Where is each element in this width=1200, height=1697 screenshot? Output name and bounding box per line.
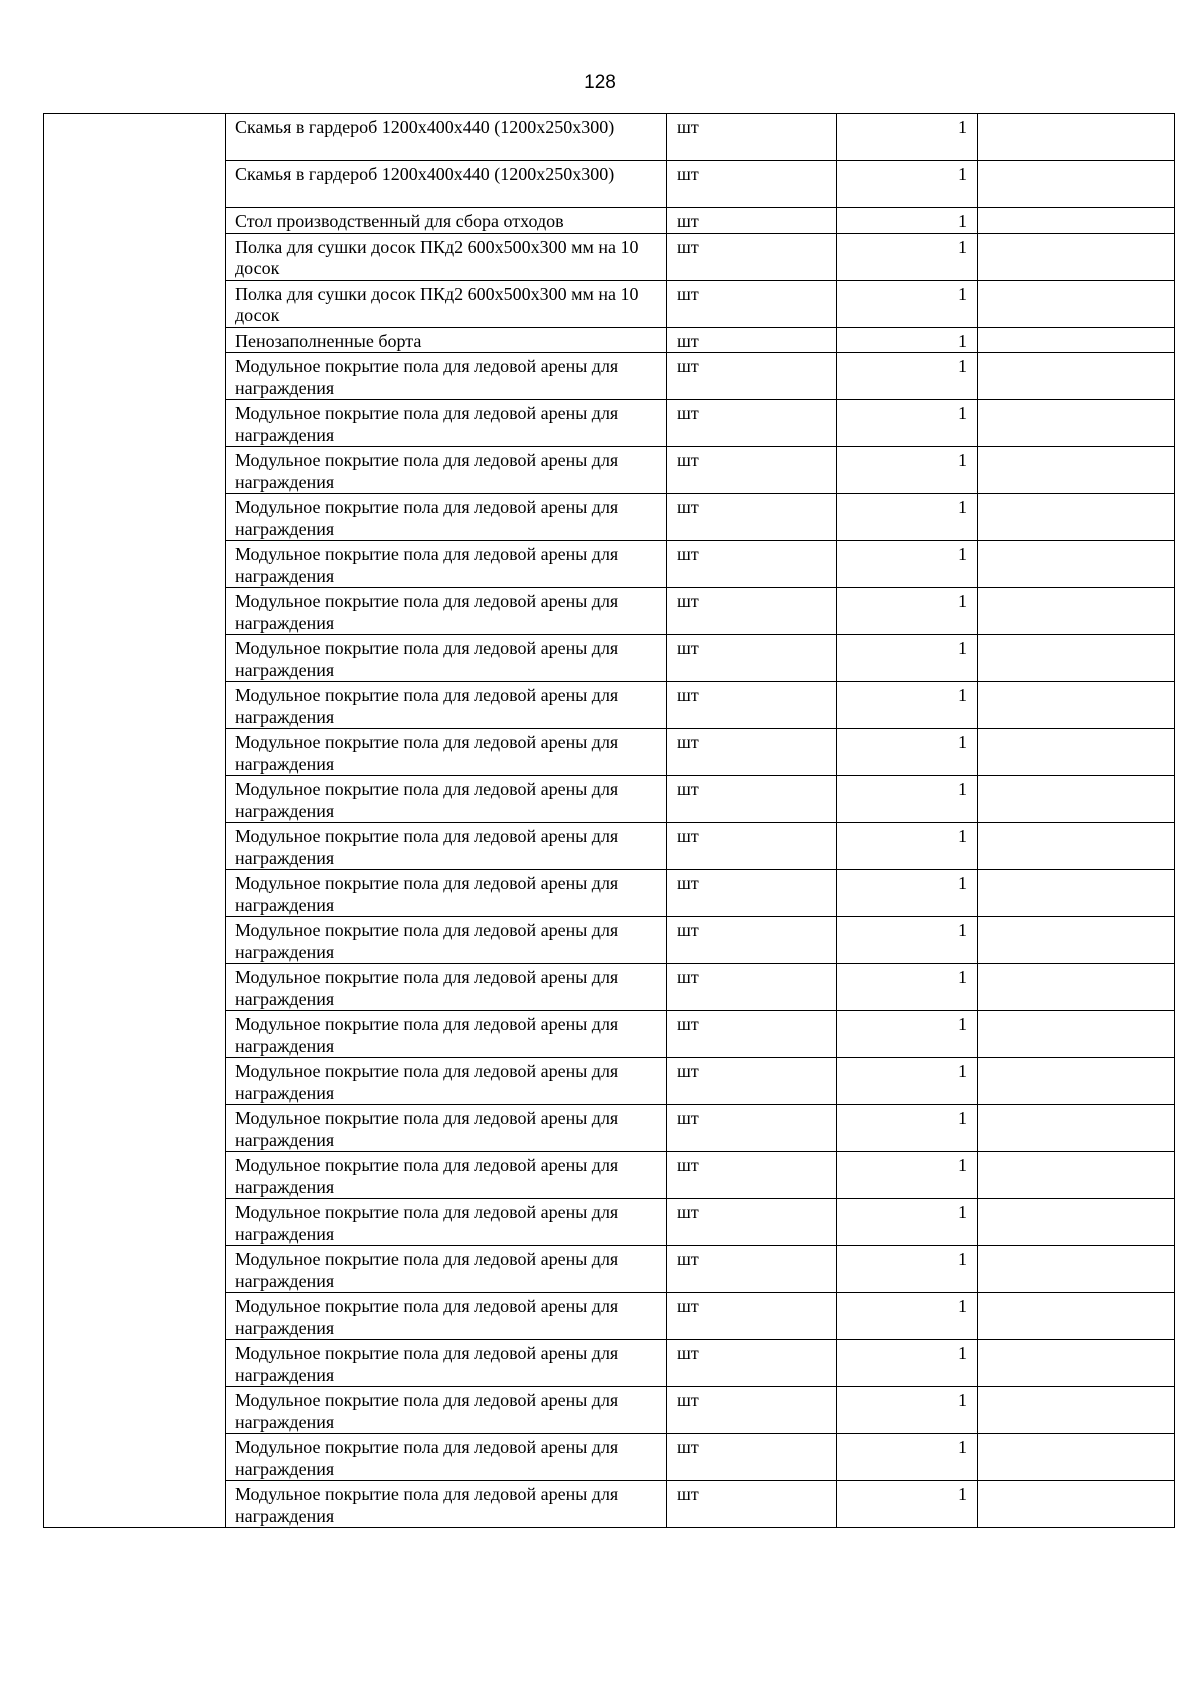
item-qty-cell: 1	[837, 161, 978, 208]
item-extra-cell	[978, 1434, 1175, 1481]
item-unit-cell: шт	[667, 635, 837, 682]
item-qty-cell: 1	[837, 1058, 978, 1105]
item-qty-cell: 1	[837, 1246, 978, 1293]
item-qty-cell: 1	[837, 682, 978, 729]
item-qty-cell: 1	[837, 280, 978, 327]
item-unit-cell: шт	[667, 1434, 837, 1481]
item-name-cell: Модульное покрытие пола для ледовой арены для награждения	[226, 1105, 667, 1152]
item-name-cell: Скамья в гардероб 1200х400х440 (1200х250х300)	[226, 114, 667, 161]
item-name-cell: Полка для сушки досок ПКд2 600х500х300 мм на 10 досок	[226, 233, 667, 280]
item-qty-cell: 1	[837, 588, 978, 635]
item-unit-cell: шт	[667, 494, 837, 541]
item-name-cell: Модульное покрытие пола для ледовой арены для награждения	[226, 541, 667, 588]
item-extra-cell	[978, 208, 1175, 234]
item-qty-cell: 1	[837, 233, 978, 280]
item-extra-cell	[978, 1199, 1175, 1246]
item-unit-cell: шт	[667, 823, 837, 870]
item-qty-cell: 1	[837, 823, 978, 870]
item-name-cell: Стол производственный для сбора отходов	[226, 208, 667, 234]
item-unit-cell: шт	[667, 776, 837, 823]
item-name-cell: Модульное покрытие пола для ледовой арены для награждения	[226, 1058, 667, 1105]
item-qty-cell: 1	[837, 114, 978, 161]
item-name-cell: Пенозаполненные борта	[226, 327, 667, 353]
item-qty-cell: 1	[837, 1434, 978, 1481]
item-name-cell: Модульное покрытие пола для ледовой арены для награждения	[226, 1199, 667, 1246]
item-extra-cell	[978, 541, 1175, 588]
item-name-cell: Модульное покрытие пола для ледовой арены для награждения	[226, 353, 667, 400]
item-extra-cell	[978, 917, 1175, 964]
item-unit-cell: шт	[667, 870, 837, 917]
item-extra-cell	[978, 729, 1175, 776]
item-unit-cell: шт	[667, 917, 837, 964]
item-unit-cell: шт	[667, 161, 837, 208]
item-extra-cell	[978, 1105, 1175, 1152]
item-unit-cell: шт	[667, 1152, 837, 1199]
item-qty-cell: 1	[837, 1340, 978, 1387]
item-extra-cell	[978, 1481, 1175, 1528]
item-qty-cell: 1	[837, 1152, 978, 1199]
item-qty-cell: 1	[837, 964, 978, 1011]
item-qty-cell: 1	[837, 729, 978, 776]
item-extra-cell	[978, 682, 1175, 729]
item-qty-cell: 1	[837, 1293, 978, 1340]
item-qty-cell: 1	[837, 208, 978, 234]
item-unit-cell: шт	[667, 682, 837, 729]
item-unit-cell: шт	[667, 353, 837, 400]
item-name-cell: Модульное покрытие пола для ледовой арены для награждения	[226, 447, 667, 494]
item-extra-cell	[978, 588, 1175, 635]
item-unit-cell: шт	[667, 1387, 837, 1434]
item-name-cell: Модульное покрытие пола для ледовой арены для награждения	[226, 1340, 667, 1387]
item-unit-cell: шт	[667, 1199, 837, 1246]
item-qty-cell: 1	[837, 353, 978, 400]
item-unit-cell: шт	[667, 1105, 837, 1152]
item-extra-cell	[978, 1058, 1175, 1105]
item-extra-cell	[978, 1340, 1175, 1387]
item-extra-cell	[978, 233, 1175, 280]
item-name-cell: Модульное покрытие пола для ледовой арены для награждения	[226, 729, 667, 776]
item-unit-cell: шт	[667, 233, 837, 280]
item-name-cell: Модульное покрытие пола для ледовой арены для награждения	[226, 870, 667, 917]
item-name-cell: Модульное покрытие пола для ледовой арены для награждения	[226, 1293, 667, 1340]
item-name-cell: Модульное покрытие пола для ледовой арены для награждения	[226, 964, 667, 1011]
item-unit-cell: шт	[667, 1293, 837, 1340]
item-extra-cell	[978, 870, 1175, 917]
item-unit-cell: шт	[667, 964, 837, 1011]
item-unit-cell: шт	[667, 588, 837, 635]
item-extra-cell	[978, 280, 1175, 327]
item-name-cell: Модульное покрытие пола для ледовой арены для награждения	[226, 917, 667, 964]
item-extra-cell	[978, 114, 1175, 161]
item-extra-cell	[978, 1246, 1175, 1293]
item-extra-cell	[978, 964, 1175, 1011]
item-qty-cell: 1	[837, 776, 978, 823]
item-name-cell: Модульное покрытие пола для ледовой арены для награждения	[226, 1152, 667, 1199]
item-name-cell: Скамья в гардероб 1200х400х440 (1200х250х300)	[226, 161, 667, 208]
item-qty-cell: 1	[837, 1387, 978, 1434]
item-qty-cell: 1	[837, 635, 978, 682]
item-unit-cell: шт	[667, 327, 837, 353]
item-unit-cell: шт	[667, 1246, 837, 1293]
item-extra-cell	[978, 447, 1175, 494]
item-unit-cell: шт	[667, 280, 837, 327]
item-qty-cell: 1	[837, 1199, 978, 1246]
item-unit-cell: шт	[667, 1058, 837, 1105]
item-unit-cell: шт	[667, 1011, 837, 1058]
items-table-body	[44, 114, 1175, 1528]
item-extra-cell	[978, 1152, 1175, 1199]
item-extra-cell	[978, 494, 1175, 541]
item-unit-cell: шт	[667, 400, 837, 447]
item-extra-cell	[978, 1011, 1175, 1058]
item-qty-cell: 1	[837, 400, 978, 447]
item-unit-cell: шт	[667, 541, 837, 588]
item-qty-cell: 1	[837, 1481, 978, 1528]
item-name-cell: Модульное покрытие пола для ледовой арены для награждения	[226, 1387, 667, 1434]
item-qty-cell: 1	[837, 917, 978, 964]
item-unit-cell: шт	[667, 114, 837, 161]
item-unit-cell: шт	[667, 1481, 837, 1528]
section-cell	[44, 114, 226, 1528]
item-extra-cell	[978, 776, 1175, 823]
item-qty-cell: 1	[837, 541, 978, 588]
item-name-cell: Модульное покрытие пола для ледовой арены для награждения	[226, 400, 667, 447]
item-extra-cell	[978, 823, 1175, 870]
item-name-cell: Модульное покрытие пола для ледовой арены для награждения	[226, 823, 667, 870]
item-name-cell: Полка для сушки досок ПКд2 600х500х300 мм на 10 досок	[226, 280, 667, 327]
item-name-cell: Модульное покрытие пола для ледовой арены для награждения	[226, 588, 667, 635]
item-extra-cell	[978, 327, 1175, 353]
item-qty-cell: 1	[837, 870, 978, 917]
item-name-cell: Модульное покрытие пола для ледовой арены для награждения	[226, 682, 667, 729]
items-table	[43, 113, 1175, 1528]
item-extra-cell	[978, 1387, 1175, 1434]
item-name-cell: Модульное покрытие пола для ледовой арены для награждения	[226, 776, 667, 823]
table-row	[44, 114, 1175, 161]
item-qty-cell: 1	[837, 494, 978, 541]
item-name-cell: Модульное покрытие пола для ледовой арены для награждения	[226, 1434, 667, 1481]
item-extra-cell	[978, 635, 1175, 682]
item-name-cell: Модульное покрытие пола для ледовой арены для награждения	[226, 1481, 667, 1528]
item-name-cell: Модульное покрытие пола для ледовой арены для награждения	[226, 494, 667, 541]
item-qty-cell: 1	[837, 447, 978, 494]
item-extra-cell	[978, 1293, 1175, 1340]
item-extra-cell	[978, 400, 1175, 447]
item-qty-cell: 1	[837, 1105, 978, 1152]
item-extra-cell	[978, 161, 1175, 208]
item-name-cell: Модульное покрытие пола для ледовой арены для награждения	[226, 635, 667, 682]
item-extra-cell	[978, 353, 1175, 400]
item-name-cell: Модульное покрытие пола для ледовой арены для награждения	[226, 1246, 667, 1293]
item-unit-cell: шт	[667, 447, 837, 494]
item-unit-cell: шт	[667, 1340, 837, 1387]
item-unit-cell: шт	[667, 729, 837, 776]
item-unit-cell: шт	[667, 208, 837, 234]
item-qty-cell: 1	[837, 1011, 978, 1058]
page-number: 128	[584, 72, 616, 93]
item-name-cell: Модульное покрытие пола для ледовой арены для награждения	[226, 1011, 667, 1058]
item-qty-cell: 1	[837, 327, 978, 353]
